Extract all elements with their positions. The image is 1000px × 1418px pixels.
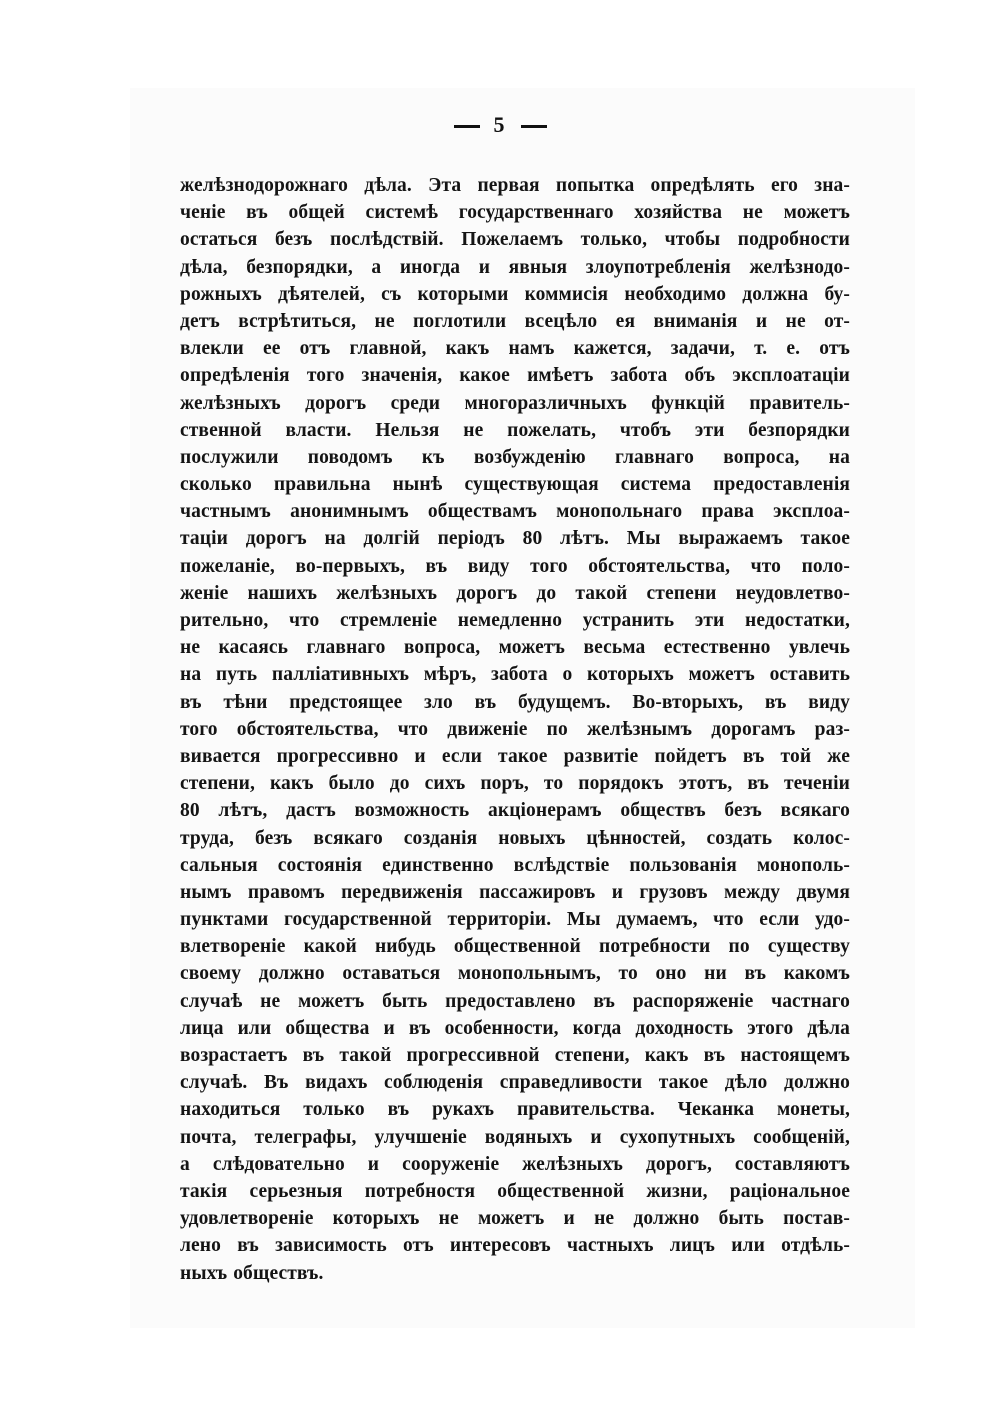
text-line: въ тѣни предстоящее зло въ будущемъ. Во-вторыхъ, въ виду — [180, 691, 850, 713]
text-line: случаѣ не можетъ быть предоставлено въ распоряженіе частнаго — [180, 990, 850, 1012]
text-line: детъ встрѣтиться, не поглотили всецѣло ея вниманія и не от- — [180, 310, 850, 332]
text-line: дѣла, безпорядки, а иногда и явныя злоупотребленія желѣзнодо- — [180, 256, 850, 278]
text-line: влетвореніе какой нибудь общественной потребности по существу — [180, 936, 850, 958]
text-line: ченіе въ общей системѣ государственнаго хозяйства не можетъ — [180, 202, 850, 224]
text-line: опредѣленія того значенія, какое имѣетъ забота объ эксплоатаціи — [180, 365, 850, 387]
text-line: своему должно оставаться монопольнымъ, то оно ни въ какомъ — [180, 963, 850, 985]
text-line: не касаясь главнаго вопроса, можетъ весьма естественно увлечь — [180, 637, 850, 659]
text-line: женіе нашихъ желѣзныхъ дорогъ до такой степени неудовлетво- — [180, 582, 850, 604]
text-line: лено въ зависимость отъ интересовъ частныхъ лицъ или отдѣль- — [180, 1235, 850, 1257]
text-line: сальныя состоянія единственно вслѣдствіе пользованія монополь- — [180, 854, 850, 876]
text-line: того обстоятельства, что движеніе по желѣзнымъ дорогамъ раз- — [180, 718, 850, 740]
text-line: желѣзнодорожнаго дѣла. Эта первая попытка опредѣлять его зна- — [180, 175, 850, 196]
text-line: пожеланіе, во-первыхъ, въ виду того обстоятельства, что поло- — [180, 555, 850, 577]
page-number — [0, 112, 1000, 138]
text-line: пунктами государственной территоріи. Мы думаемъ, что если удо- — [180, 909, 850, 931]
text-line: вивается прогрессивно и если такое развитіе пойдетъ въ той же — [180, 745, 850, 767]
text-line: степени, какъ было до сихъ поръ, то порядокъ этотъ, въ теченіи — [180, 773, 850, 795]
text-line: труда, безъ всякаго созданія новыхъ цѣнностей, создать колос- — [180, 827, 850, 849]
text-line: желѣзныхъ дорогъ среди многоразличныхъ функцій правитель- — [180, 392, 850, 414]
text-line: почта, телеграфы, улучшеніе водяныхъ и сухопутныхъ сообщеній, — [180, 1126, 850, 1148]
text-line: удовлетвореніе которыхъ не можетъ и не должно быть постав- — [180, 1208, 850, 1230]
text-line: такія серьезныя потребностя общественной жизни, раціональное — [180, 1180, 850, 1202]
text-line: таціи дорогъ на долгій періодъ 80 лѣтъ. Мы выражаемъ такое — [180, 528, 850, 550]
text-line: нымъ правомъ передвиженія пассажировъ и грузовъ между двумя — [180, 881, 850, 903]
text-line: рожныхъ дѣятелей, съ которыми коммисія необходимо должна бу- — [180, 283, 850, 305]
text-line: 80 лѣтъ, дастъ возможность акціонерамъ обществъ безъ всякаго — [180, 800, 850, 822]
text-line: ныхъ обществъ. — [180, 1262, 324, 1284]
text-line: а слѣдовательно и сооруженіе желѣзныхъ дорогъ, составляютъ — [180, 1153, 850, 1175]
page-number-value: 5 — [493, 112, 507, 137]
body-text — [180, 172, 850, 1287]
text-line: частнымъ анонимнымъ обществамъ монопольнаго права эксплоа- — [180, 501, 850, 523]
text-line: сколько правильна нынѣ существующая система предоставленія — [180, 474, 850, 496]
text-line: влекли ее отъ главной, какъ намъ кажется, задачи, т. е. отъ — [180, 338, 850, 360]
dash-left — [454, 125, 480, 128]
text-line: лица или общества и въ особенности, когда доходность этого дѣла — [180, 1017, 850, 1039]
text-line: рительно, что стремленіе немедленно устранить эти недостатки, — [180, 610, 850, 631]
text-line: ственной власти. Нельзя не пожелать, чтобъ эти безпорядки — [180, 419, 850, 441]
dash-right — [521, 125, 547, 128]
text-line: остаться безъ послѣдствій. Пожелаемъ только, чтобы подробности — [180, 229, 850, 251]
text-line: послужили поводомъ къ возбужденію главнаго вопроса, на — [180, 446, 850, 468]
text-line: возрастаетъ въ такой прогрессивной степени, какъ въ настоящемъ — [180, 1045, 850, 1066]
text-line: на путь палліативныхъ мѣръ, забота о которыхъ можетъ оставить — [180, 664, 850, 686]
text-line: находиться только въ рукахъ правительства. Чеканка монеты, — [180, 1099, 850, 1121]
text-line: случаѣ. Въ видахъ соблюденія справедливости такое дѣло должно — [180, 1072, 850, 1094]
